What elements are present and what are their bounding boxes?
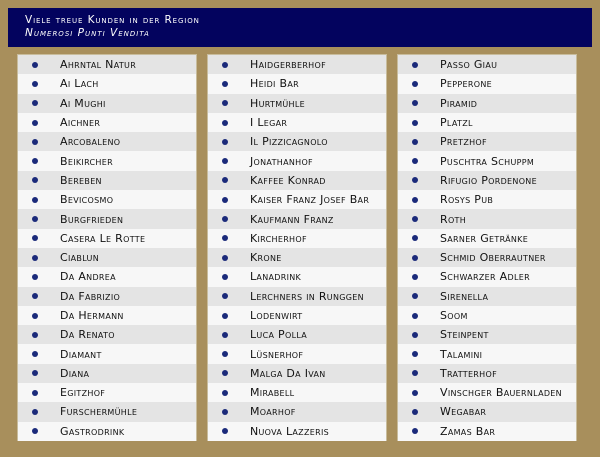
list-item [18,306,196,325]
bullet-icon [222,197,228,203]
list-item [18,132,196,151]
customer-name: Bereben [60,173,102,187]
bullet-icon [32,332,38,338]
customer-name: Vinschger Bauernladen [440,386,562,400]
customer-name: Casera Le Rotte [60,231,146,245]
list-item [398,209,576,228]
list-item [398,422,576,441]
customer-name: Schwarzer Adler [440,270,530,284]
customer-name: Gastrodrink [60,424,125,438]
customer-name: Schmid Oberrautner [440,251,546,265]
list-item [18,209,196,228]
bullet-icon [222,177,228,183]
list-item [18,94,196,113]
list-item [208,287,386,306]
bullet-icon [222,120,228,126]
list-item [208,344,386,363]
bullet-icon [412,158,418,164]
customer-name: Kaiser Franz Josef Bar [250,193,370,207]
bullet-icon [32,390,38,396]
list-item [208,364,386,383]
list-item [398,325,576,344]
list-item [398,171,576,190]
list-item [18,422,196,441]
bullet-icon [412,390,418,396]
list-item [208,74,386,93]
list-item [18,190,196,209]
customer-name: Platzl [440,116,473,130]
bullet-icon [412,409,418,415]
bullet-icon [222,158,228,164]
list-item [18,287,196,306]
list-item [208,229,386,248]
customer-name: Da Hermann [60,309,124,322]
bullet-icon [32,293,38,299]
customer-name: Rosys Pub [440,193,494,207]
bullet-icon [222,255,228,261]
customer-name: Puschtra Schuppm [440,154,535,168]
list-item [208,113,386,132]
list-item [208,132,386,151]
bullet-icon [32,81,38,87]
customer-name: Tratterhof [440,366,497,380]
list-item [398,94,576,113]
list-item [398,74,576,93]
bullet-icon [222,139,228,145]
list-item [398,229,576,248]
bullet-icon [412,313,418,319]
bullet-icon [222,313,228,319]
bullet-icon [32,351,38,357]
customer-name: Ai Mughi [60,96,106,110]
customer-name: Egitzhof [60,386,106,400]
list-item [18,151,196,170]
bullet-icon [32,100,38,106]
bullet-icon [412,177,418,183]
list-item [208,171,386,190]
bullet-icon [222,293,228,299]
customer-name: Ciablun [60,251,99,265]
customer-name: Da Renato [60,328,115,342]
customer-name: Pepperone [440,77,492,91]
list-item [18,171,196,190]
list-item [18,325,196,344]
customer-name: Kaffee Konrad [250,173,326,187]
list-item [398,55,576,74]
bullet-icon [222,216,228,222]
customer-name: Da Andrea [60,270,116,284]
list-item [208,306,386,325]
customer-name: Ai Lach [60,77,99,91]
bullet-icon [222,81,228,87]
customer-name: Nuova Lazzeris [250,424,329,438]
customer-name: Lerchners in Runggen [250,289,364,303]
customer-name: Haidgerberhof [250,58,326,72]
bullet-icon [222,235,228,241]
bullet-icon [222,62,228,68]
list-item [398,248,576,267]
customer-name: Beikircher [60,154,113,168]
list-item [208,151,386,170]
customer-name: Diana [60,366,90,380]
customer-name: Rifugio Pordenone [440,173,537,187]
customer-name: Zamas Bar [440,424,496,438]
bullet-icon [412,100,418,106]
list-item [18,248,196,267]
page-subtitle: Numerosi Punti Vendita [25,27,150,39]
bullet-icon [412,293,418,299]
bullet-icon [32,216,38,222]
customer-name: Furschermühle [60,405,138,419]
list-item [398,190,576,209]
customer-name: Malga Da Ivan [250,366,326,380]
list-item [398,113,576,132]
list-item [208,209,386,228]
bullet-icon [32,177,38,183]
list-item [18,113,196,132]
customer-name: Kircherhof [250,231,307,245]
customer-name: Heidi Bar [250,77,299,91]
list-item [398,306,576,325]
bullet-icon [412,274,418,280]
list-item [18,229,196,248]
bullet-icon [412,197,418,203]
list-item [208,422,386,441]
customer-name: Lodenwirt [250,309,303,322]
customer-name: Roth [440,212,467,226]
customer-name: Lüsnerhof [250,347,304,361]
customer-column-2 [207,54,387,441]
list-item [208,55,386,74]
customer-name: Burgfrieden [60,212,124,226]
customer-name: Wegabar [440,405,487,419]
bullet-icon [32,428,38,434]
list-item [398,383,576,402]
customer-name: Jonathanhof [250,154,313,168]
bullet-icon [412,332,418,338]
list-item [398,151,576,170]
customer-name: Mirabell [250,386,295,400]
bullet-icon [222,409,228,415]
bullet-icon [412,351,418,357]
list-item [398,344,576,363]
customer-name: Sirenella [440,289,489,303]
bullet-icon [222,428,228,434]
list-item [18,267,196,286]
bullet-icon [32,313,38,319]
customer-column-3 [397,54,577,441]
customer-name: Moarhof [250,405,296,419]
customer-name: Diamant [60,347,102,361]
bullet-icon [412,120,418,126]
bullet-icon [412,235,418,241]
bullet-icon [222,332,228,338]
customer-name: Il Pizzicagnolo [250,135,328,149]
customer-name: Kaufmann Franz [250,212,334,226]
customer-name: Sarner Getränke [440,231,529,245]
list-item [398,402,576,421]
list-item [398,287,576,306]
list-item [398,267,576,286]
list-item [18,402,196,421]
list-item [398,364,576,383]
list-item [208,267,386,286]
customer-name: Aichner [60,116,101,130]
customer-name: Steinpent [440,328,489,342]
list-item [18,55,196,74]
bullet-icon [222,390,228,396]
customer-name: Luca Polla [250,328,308,342]
bullet-icon [32,255,38,261]
list-item [18,383,196,402]
bullet-icon [222,370,228,376]
bullet-icon [32,370,38,376]
bullet-icon [32,274,38,280]
customer-name: Talamini [440,347,483,361]
bullet-icon [412,255,418,261]
list-item [208,94,386,113]
customer-name: I Legar [250,116,288,130]
bullet-icon [412,139,418,145]
list-item [18,364,196,383]
list-item [398,132,576,151]
list-item [208,402,386,421]
bullet-icon [412,81,418,87]
list-item [208,248,386,267]
bullet-icon [222,100,228,106]
bullet-icon [32,139,38,145]
bullet-icon [32,120,38,126]
bullet-icon [412,62,418,68]
customer-column-1 [17,54,197,441]
customer-name: Krone [250,251,282,265]
bullet-icon [412,428,418,434]
customer-name: Piramid [440,96,478,110]
bullet-icon [222,351,228,357]
customer-name: Da Fabrizio [60,289,121,303]
bullet-icon [32,62,38,68]
bullet-icon [412,370,418,376]
customer-name: Pretzhof [440,135,487,149]
bullet-icon [32,409,38,415]
page-title: Viele treue Kunden in der Region [25,14,200,26]
customer-name: Soom [440,309,468,322]
header-banner [8,8,592,47]
list-item [208,325,386,344]
list-item [18,74,196,93]
customer-name: Lanadrink [250,270,302,284]
list-item [208,190,386,209]
list-item [208,383,386,402]
customer-name: Hurtmühle [250,96,305,110]
list-item [18,344,196,363]
customer-name: Bevicosmo [60,193,114,207]
customer-name: Arcobaleno [60,135,121,149]
bullet-icon [32,158,38,164]
customer-name: Passo Giau [440,58,498,72]
bullet-icon [32,197,38,203]
bullet-icon [32,235,38,241]
customer-name: Ahrntal Natur [60,58,137,72]
bullet-icon [412,216,418,222]
bullet-icon [222,274,228,280]
